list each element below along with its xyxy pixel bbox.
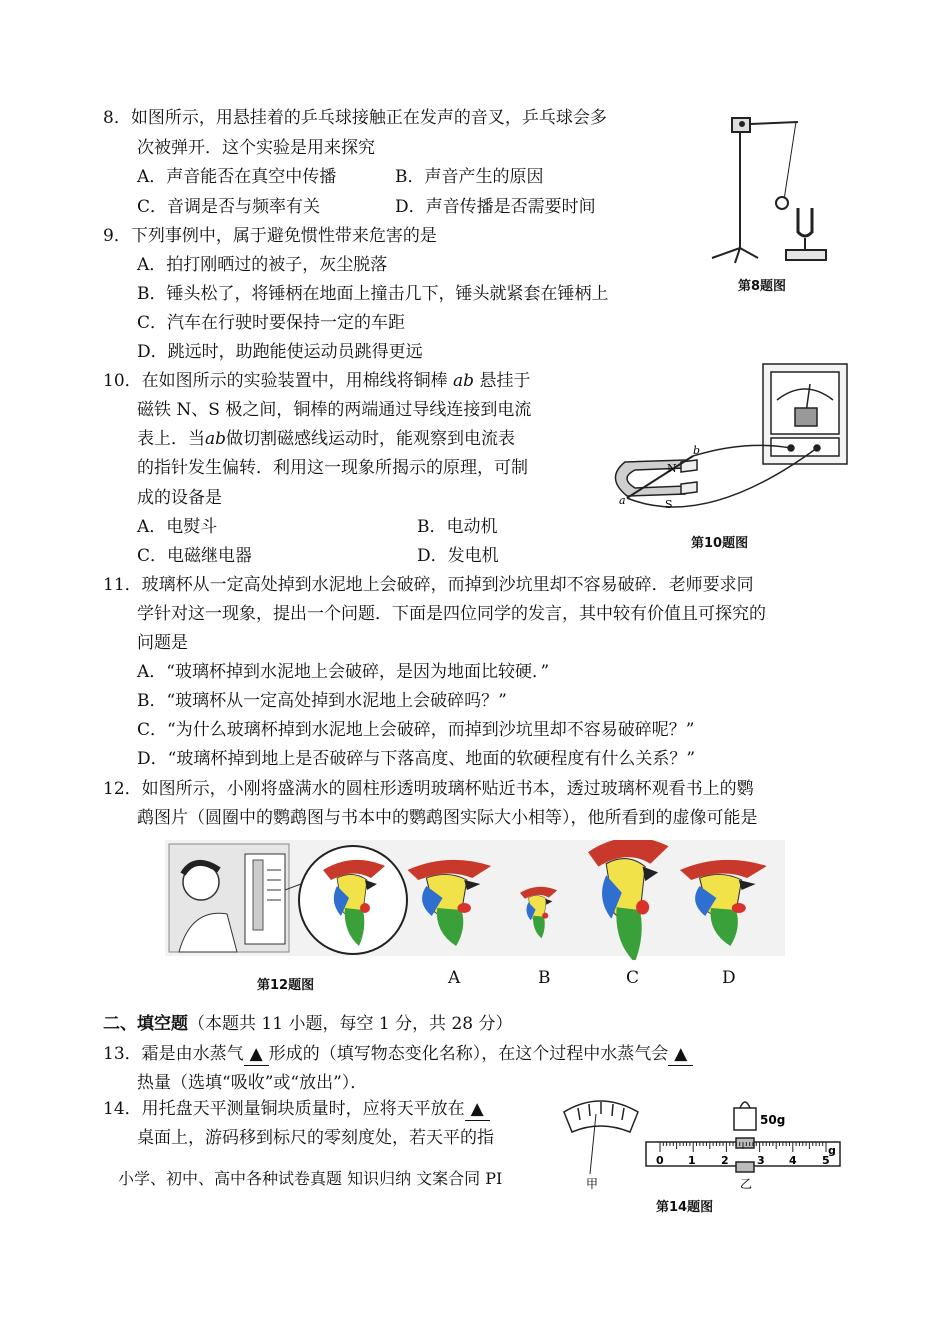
q11-option-b: B．“玻璃杯从一定高处掉到水泥地上会破碎吗？”	[137, 691, 507, 711]
q10-option-c: C．电磁继电器	[137, 546, 253, 566]
q13-blank-1: ▲	[244, 1043, 269, 1066]
label-a: a	[619, 494, 626, 507]
q11-option-c: C．“为什么玻璃杯掉到水泥地上会破碎，而掉到沙坑里却不容易破碎呢？”	[137, 720, 695, 740]
choice-label-c: C	[626, 968, 640, 988]
q9-stem: 9．下列事例中，属于避免惯性带来危害的是	[103, 226, 437, 246]
q13-line1-a: 13．霜是由水蒸气	[103, 1044, 244, 1064]
label-b: b	[693, 444, 701, 457]
section-2-note: （本题共 11 小题，每空 1 分，共 28 分）	[188, 1014, 513, 1034]
q8-option-d: D．声音传播是否需要时间	[395, 197, 596, 217]
q14-line2: 桌面上，游码移到标尺的零刻度处，若天平的指	[137, 1128, 494, 1148]
figure-8	[700, 108, 840, 298]
page-footer: 小学、初中、高中各种试卷真题 知识归纳 文案合同 PI	[118, 1169, 503, 1188]
q11-line2: 学针对这一现象，提出一个问题．下面是四位同学的发言，其中较有价值且可探究的	[137, 604, 766, 624]
q12-line2: 鹉图片（圆圈中的鹦鹉图与书本中的鹦鹉图实际大小相等），他所看到的虚像可能是	[137, 808, 758, 828]
choice-label-a: A	[448, 968, 461, 988]
q10-ab: ab	[453, 371, 475, 391]
figure-14	[560, 1090, 845, 1215]
tuning-fork-apparatus	[700, 108, 840, 298]
q8-line1: 8．如图所示，用悬挂着的乒乓球接触正在发声的音叉，乒乓球会多	[103, 108, 607, 128]
figure-10-caption: 第10题图	[691, 536, 749, 551]
q10-line3	[137, 428, 515, 450]
q8-option-a: A．声音能否在真空中传播	[137, 167, 337, 187]
q9-option-b: B．锤头松了，将锤柄在地面上撞击几下，锤头就紧套在锤柄上	[137, 284, 609, 304]
figure-8-caption: 第8题图	[738, 279, 787, 294]
q12-line1: 12．如图所示，小刚将盛满水的圆柱形透明玻璃杯贴近书本，透过玻璃杯观看书上的鹦	[103, 779, 754, 799]
tick-5: 5	[822, 1154, 830, 1167]
q11-option-d: D．“玻璃杯掉到地上是否破碎与下落高度、地面的软硬程度有什么关系？”	[137, 749, 696, 769]
choice-label-d: D	[722, 968, 736, 988]
tick-4: 4	[789, 1154, 797, 1167]
parrot-images	[165, 840, 785, 960]
figure-14-caption: 第14题图	[656, 1200, 714, 1215]
q9-option-c: C．汽车在行驶时要保持一定的车距	[137, 313, 406, 333]
q14-line1-a: 14．用托盘天平测量铜块质量时，应将天平放在	[103, 1099, 465, 1119]
parrot-option-d	[680, 860, 767, 946]
q10-line4: 的指针发生偏转．利用这一现象所揭示的原理，可制	[137, 458, 528, 478]
tick-2: 2	[721, 1154, 729, 1167]
q13-line1-b: 形成的（填写物态变化名称），在这个过程中水蒸气会	[268, 1044, 669, 1064]
q10-ab-2: ab	[205, 429, 227, 449]
q13-blank-2: ▲	[668, 1043, 693, 1066]
q11-option-a: A．“玻璃杯掉到水泥地上会破碎，是因为地面比较硬．”	[137, 662, 550, 682]
q10-line1-b: 悬挂于	[479, 371, 531, 391]
tick-1: 1	[688, 1154, 696, 1167]
q9-option-a: A．拍打刚晒过的被子，灰尘脱落	[137, 255, 388, 275]
parrot-option-c	[588, 840, 669, 960]
q13-line2: 热量（选填“吸收”或“放出”）．	[137, 1073, 368, 1093]
choice-label-b: B	[538, 968, 551, 988]
q10-line5: 成的设备是	[137, 488, 222, 508]
q14-line1	[103, 1098, 490, 1121]
q13-line1	[103, 1043, 693, 1066]
q10-line3-a: 表上．当	[137, 429, 205, 449]
q10-line2: 磁铁 N、S 极之间，铜棒的两端通过导线连接到电流	[137, 400, 532, 420]
q11-line3: 问题是	[137, 633, 188, 653]
q8-line2: 次被弹开．这个实验是用来探究	[137, 138, 375, 158]
q14-blank-1: ▲	[465, 1098, 490, 1121]
ruler-unit: g	[828, 1144, 836, 1157]
tick-3: 3	[757, 1154, 765, 1167]
q10-option-a: A．电熨斗	[137, 517, 218, 537]
q10-line3-b: 做切割磁感线运动时，能观察到电流表	[226, 429, 516, 449]
parrot-option-b	[520, 887, 557, 939]
q8-option-c: C．音调是否与频率有关	[137, 197, 321, 217]
q10-option-b: B．电动机	[417, 517, 498, 537]
section-2-title: 二、填空题	[103, 1014, 188, 1034]
label-yi: 乙	[740, 1177, 753, 1191]
q10-line1-a: 10．在如图所示的实验装置中，用棉线将铜棒	[103, 371, 448, 391]
q11-line1: 11．玻璃杯从一定高处掉到水泥地上会破碎，而掉到沙坑里却不容易破碎．老师要求同	[103, 575, 754, 595]
figure-12-caption: 第12题图	[257, 978, 315, 993]
parrot-option-a	[408, 860, 492, 946]
q9-option-d: D．跳远时，助跑能使运动员跳得更远	[137, 342, 423, 362]
figure-10	[605, 360, 850, 552]
label-n: N	[667, 462, 677, 475]
parrot-original	[323, 860, 385, 946]
q10-line1	[103, 370, 530, 392]
q10-option-d: D．发电机	[417, 546, 499, 566]
induction-apparatus	[605, 360, 850, 552]
q8-option-b: B．声音产生的原因	[395, 167, 544, 187]
tick-0: 0	[656, 1154, 664, 1167]
label-jia: 甲	[586, 1177, 599, 1191]
weight-label: 50g	[760, 1113, 786, 1127]
section-2-heading	[103, 1013, 513, 1035]
label-s: S	[665, 498, 673, 511]
